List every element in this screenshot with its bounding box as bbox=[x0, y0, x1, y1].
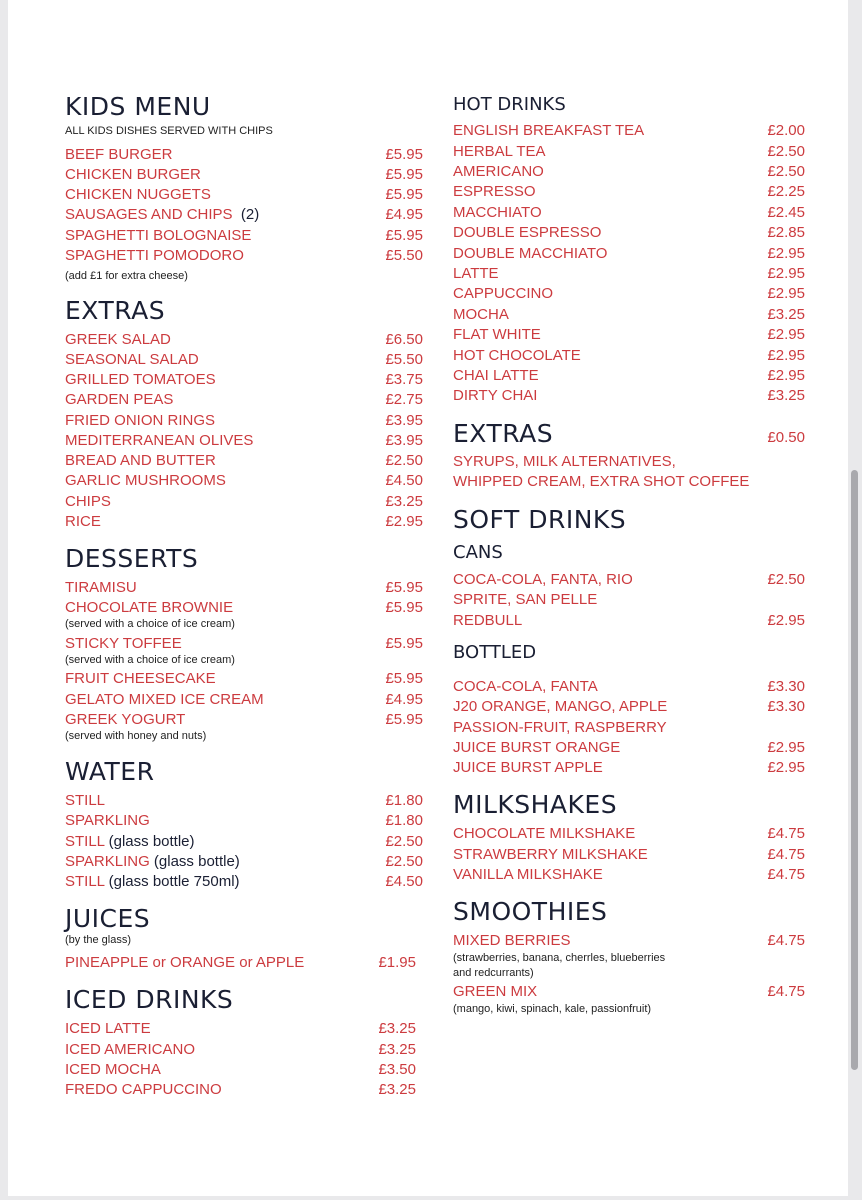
menu-item: COCA-COLA, FANTA £3.30 bbox=[453, 678, 805, 695]
menu-item: FRIED ONION RINGS £3.95 bbox=[65, 412, 423, 429]
menu-item: GREEK YOGURT £5.95 bbox=[65, 711, 423, 728]
menu-item: FREDO CAPPUCCINO £3.25 bbox=[65, 1081, 416, 1098]
kids-menu-footnote: (add £1 for extra cheese) bbox=[65, 270, 188, 282]
menu-item: DOUBLE MACCHIATO £2.95 bbox=[453, 245, 805, 262]
menu-item: J20 ORANGE, MANGO, APPLE £3.30 bbox=[453, 698, 805, 715]
juices-note: (by the glass) bbox=[65, 934, 132, 946]
menu-item: PASSION-FRUIT, RASPBERRY bbox=[453, 719, 667, 736]
menu-item: GREEK SALAD £6.50 bbox=[65, 331, 423, 348]
menu-item: CAPPUCCINO £2.95 bbox=[453, 285, 805, 302]
milkshakes-title: MILKSHAKES bbox=[453, 790, 618, 819]
menu-item: MIXED BERRIES £4.75 bbox=[453, 932, 805, 949]
menu-item: REDBULL £2.95 bbox=[453, 612, 805, 629]
cans-title: CANS bbox=[453, 542, 503, 563]
soft-drinks-title: SOFT DRINKS bbox=[453, 505, 627, 534]
menu-item: DOUBLE ESPRESSO £2.85 bbox=[453, 224, 805, 241]
menu-item: STILL (glass bottle 750ml) £4.50 bbox=[65, 873, 423, 890]
menu-item: DIRTY CHAI £3.25 bbox=[453, 387, 805, 404]
item-note: (served with a choice of ice cream) bbox=[65, 654, 235, 666]
item-note: (strawberries, banana, cherrles, blueberries bbox=[453, 952, 666, 964]
drink-extras-title: EXTRAS bbox=[453, 419, 554, 448]
menu-item: STILL (glass bottle) £2.50 bbox=[65, 833, 423, 850]
menu-item: SPRITE, SAN PELLE bbox=[453, 591, 598, 608]
menu-item: SAUSAGES AND CHIPS (2) £4.95 bbox=[65, 206, 423, 223]
menu-item: PINEAPPLE or ORANGE or APPLE £1.95 bbox=[65, 954, 416, 971]
menu-item: MOCHA £3.25 bbox=[453, 306, 805, 323]
extras-title: EXTRAS bbox=[65, 296, 166, 325]
water-title: WATER bbox=[65, 757, 155, 786]
menu-item: MEDITERRANEAN OLIVES £3.95 bbox=[65, 432, 423, 449]
menu-item: STICKY TOFFEE £5.95 bbox=[65, 635, 423, 652]
menu-item: LATTE £2.95 bbox=[453, 265, 805, 282]
menu-item: RICE £2.95 bbox=[65, 513, 423, 530]
menu-item: SPAGHETTI BOLOGNAISE £5.95 bbox=[65, 227, 423, 244]
menu-item: AMERICANO £2.50 bbox=[453, 163, 805, 180]
menu-item: HERBAL TEA £2.50 bbox=[453, 143, 805, 160]
item-note: and redcurrants) bbox=[453, 967, 534, 979]
menu-item: CHAI LATTE £2.95 bbox=[453, 367, 805, 384]
bottled-title: BOTTLED bbox=[453, 642, 537, 663]
menu-item: JUICE BURST APPLE £2.95 bbox=[453, 759, 805, 776]
desserts-title: DESSERTS bbox=[65, 544, 199, 573]
menu-item: GELATO MIXED ICE CREAM £4.95 bbox=[65, 691, 423, 708]
menu-item: VANILLA MILKSHAKE £4.75 bbox=[453, 866, 805, 883]
menu-item: ESPRESSO £2.25 bbox=[453, 183, 805, 200]
menu-item: CHICKEN NUGGETS £5.95 bbox=[65, 186, 423, 203]
menu-item: GARDEN PEAS £2.75 bbox=[65, 391, 423, 408]
menu-item: JUICE BURST ORANGE £2.95 bbox=[453, 739, 805, 756]
menu-item: BEEF BURGER £5.95 bbox=[65, 146, 423, 163]
menu-item: FRUIT CHEESECAKE £5.95 bbox=[65, 670, 423, 687]
menu-item: COCA-COLA, FANTA, RIO £2.50 bbox=[453, 571, 805, 588]
menu-item: GREEN MIX £4.75 bbox=[453, 983, 805, 1000]
kids-menu-note: ALL KIDS DISHES SERVED WITH CHIPS bbox=[65, 125, 273, 137]
menu-item: BREAD AND BUTTER £2.50 bbox=[65, 452, 423, 469]
menu-item: GRILLED TOMATOES £3.75 bbox=[65, 371, 423, 388]
item-note: (served with a choice of ice cream) bbox=[65, 618, 235, 630]
menu-item: CHOCOLATE BROWNIE £5.95 bbox=[65, 599, 423, 616]
menu-item: ICED AMERICANO £3.25 bbox=[65, 1041, 416, 1058]
menu-item: STRAWBERRY MILKSHAKE £4.75 bbox=[453, 846, 805, 863]
menu-item: ENGLISH BREAKFAST TEA £2.00 bbox=[453, 122, 805, 139]
menu-item: CHOCOLATE MILKSHAKE £4.75 bbox=[453, 825, 805, 842]
menu-item: CHICKEN BURGER £5.95 bbox=[65, 166, 423, 183]
list-item: WHIPPED CREAM, EXTRA SHOT COFFEE bbox=[453, 473, 750, 490]
menu-item: SPARKLING (glass bottle) £2.50 bbox=[65, 853, 423, 870]
menu-item: SPAGHETTI POMODORO £5.50 bbox=[65, 247, 423, 264]
menu-item: SPARKLING £1.80 bbox=[65, 812, 423, 829]
item-note: (served with honey and nuts) bbox=[65, 730, 207, 742]
hot-drinks-title: HOT DRINKS bbox=[453, 94, 566, 115]
menu-item: ICED LATTE £3.25 bbox=[65, 1020, 416, 1037]
scrollbar-thumb[interactable] bbox=[851, 470, 858, 1070]
menu-item: HOT CHOCOLATE £2.95 bbox=[453, 347, 805, 364]
item-note: (mango, kiwi, spinach, kale, passionfruit) bbox=[453, 1003, 652, 1015]
juices-title: JUICES bbox=[65, 904, 151, 933]
list-item: SYRUPS, MILK ALTERNATIVES, bbox=[453, 453, 676, 470]
menu-item: FLAT WHITE £2.95 bbox=[453, 326, 805, 343]
drink-extras-price-row: £0.50 bbox=[767, 429, 805, 446]
menu-item: MACCHIATO £2.45 bbox=[453, 204, 805, 221]
iced-drinks-title: ICED DRINKS bbox=[65, 985, 234, 1014]
menu-item: GARLIC MUSHROOMS £4.50 bbox=[65, 472, 423, 489]
menu-page bbox=[8, 0, 848, 1196]
menu-item: STILL £1.80 bbox=[65, 792, 423, 809]
kids-menu-title: KIDS MENU bbox=[65, 92, 211, 121]
menu-item: TIRAMISU £5.95 bbox=[65, 579, 423, 596]
menu-item: CHIPS £3.25 bbox=[65, 493, 423, 510]
menu-item: ICED MOCHA £3.50 bbox=[65, 1061, 416, 1078]
smoothies-title: SMOOTHIES bbox=[453, 897, 608, 926]
menu-item: SEASONAL SALAD £5.50 bbox=[65, 351, 423, 368]
